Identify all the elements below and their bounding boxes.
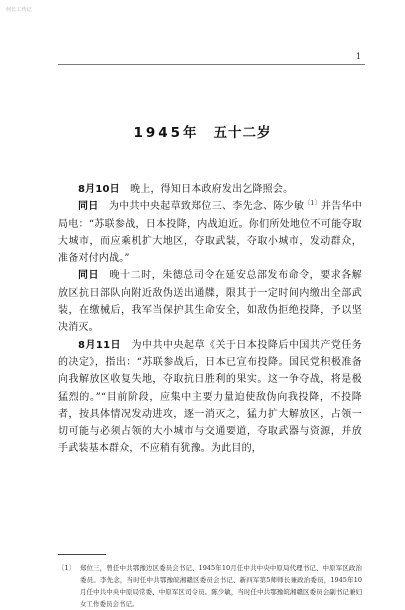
entry-text: 为中共中央起草致郑位三、李先念、陈少敏	[108, 201, 305, 213]
entry-date: 8月10日	[78, 184, 120, 195]
entry-date: 同日	[78, 270, 100, 282]
entry-text: 为中共中央起草《关于日本投降后中国共产党任务的决定》，指出：“苏联参战后，日本已宣布投降。国民党积极准备向我解放区收复失地，夺取抗日胜利的果实。这一争夺战，将是极猛烈的。”“目前阶段，应集中主要力量迫使敌伪向我投降，不投降者，按具体情况发动进攻，逐一消灭之，猛力扩大解放区，占领一切可能与必须占领的大小城市与交通要道，夺取武器与资源，并放手武装基本群众，不应稍有犹豫。为此目的，	[58, 339, 363, 455]
entry-date: 8月11日	[78, 339, 122, 351]
chapter-title	[0, 121, 405, 141]
entry-paragraph	[58, 181, 362, 198]
entry-paragraph	[58, 337, 362, 458]
footnote-text: 郑位三，曾任中共鄂豫边区委员会书记、1945年10月任中共中央中原局代理书记、中原军区政治委员。李先念，当时任中共鄂豫皖湘赣区委员会书记、新四军第5师师长兼政治委员，1945年10月任中共中央中原局常委、中原军区司令员。陈少敏，当时任中共鄂豫皖湘赣区委员会副书记兼妇女工作委员会书记。	[80, 564, 362, 608]
footnote	[58, 562, 362, 610]
entry-text: 晚十二时，朱德总司令在延安总部发布命令，要求各解放区抗日部队向附近敌伪送出通牒，限其于一定时间内缴出全部武装，在缴械后，我军当保护其生命安全，如敌伪拒绝投降，予以坚决消灭。	[58, 270, 362, 334]
footnote-reference: 〔1〕	[304, 200, 321, 208]
entry-text: 并告华中局电：“苏联参战，日本投降，内战迫近。你们所处地位不可能夺取大城市，而应乘机扩大地区，夺取武装，夺取小城市，发动群众，准备对付内战。”	[58, 201, 362, 265]
chapter-year: 1945年	[133, 125, 200, 141]
body-text	[58, 181, 362, 458]
page-number: 1	[355, 52, 361, 61]
entry-paragraph	[58, 267, 362, 336]
header-rule	[58, 64, 365, 65]
entry-paragraph	[58, 198, 362, 267]
watermark-text: 何长工传记	[6, 7, 33, 13]
footnote-mark: 〔1〕	[58, 564, 76, 572]
entry-date: 同日	[78, 201, 99, 213]
footnote-rule	[58, 554, 106, 555]
chapter-age: 五十二岁	[213, 125, 272, 141]
entry-text: 晚上，得知日本政府发出乞降照会。	[130, 184, 294, 195]
